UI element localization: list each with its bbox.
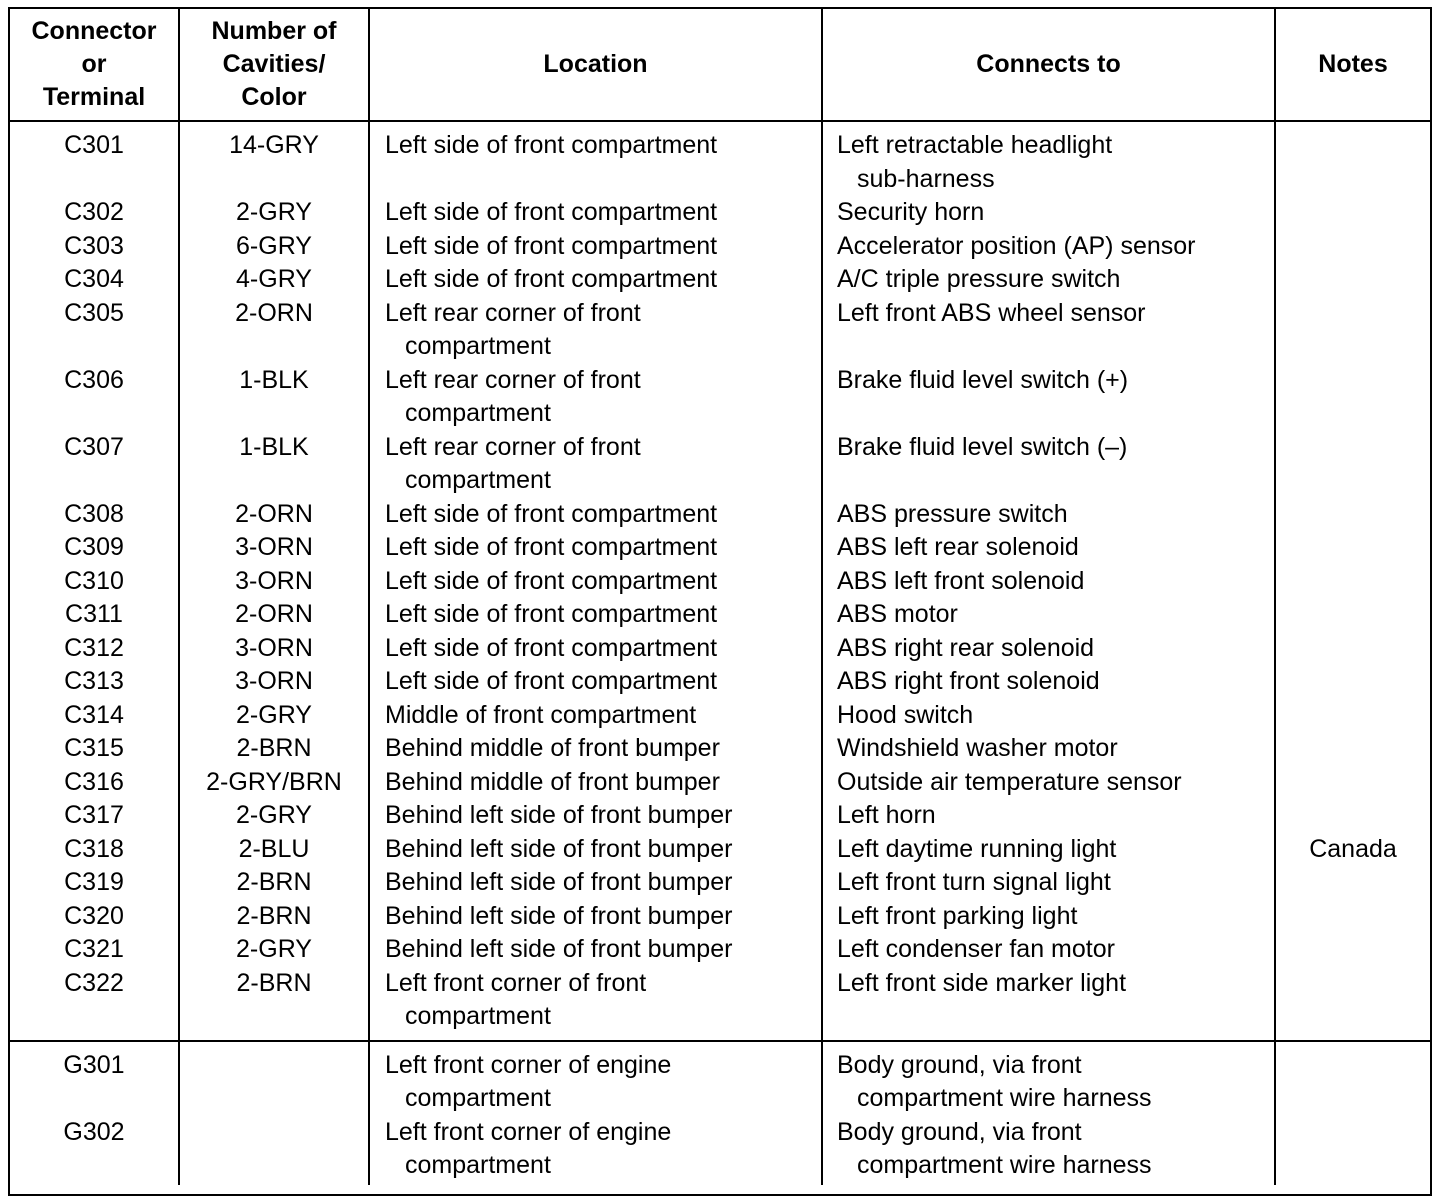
cell-line: Left front turn signal light — [837, 868, 1111, 896]
connector-cell: C315 — [10, 732, 179, 766]
notes-cell — [1275, 900, 1430, 934]
cell-line: Left rear corner of front — [385, 365, 641, 394]
connects-to-cell — [822, 933, 1275, 967]
cell-continuation-line: compartment — [405, 1084, 551, 1112]
cavities-cell: 2-BRN — [179, 967, 369, 1041]
location-cell — [369, 531, 822, 565]
cell-line: Left side of front compartment — [385, 566, 718, 595]
cell-line: Body ground, via front — [837, 1117, 1082, 1146]
connects-to-cell — [822, 565, 1275, 599]
table-row — [10, 498, 1430, 532]
table-row — [10, 900, 1430, 934]
location-cell — [369, 632, 822, 666]
connects-to-cell — [822, 799, 1275, 833]
cavities-cell: 1-BLK — [179, 431, 369, 498]
notes-cell — [1275, 766, 1430, 800]
header-cavities-line-2: Cavities/ — [222, 50, 326, 78]
cell-line: A/C triple pressure switch — [837, 265, 1121, 293]
connects-to-cell — [822, 665, 1275, 699]
connector-cell: G302 — [10, 1116, 179, 1185]
cell-line: Left side of front compartment — [385, 633, 718, 662]
cell-line: Behind left side of front bumper — [385, 834, 733, 863]
notes-cell — [1275, 967, 1430, 1041]
location-cell — [369, 933, 822, 967]
cavities-cell: 4-GRY — [179, 263, 369, 297]
cavities-cell: 3-ORN — [179, 531, 369, 565]
cell-line: Behind middle of front bumper — [385, 767, 720, 796]
connector-cell: C320 — [10, 900, 179, 934]
connects-to-cell — [822, 297, 1275, 364]
cavities-cell — [179, 1041, 369, 1116]
cell-line: Middle of front compartment — [385, 700, 697, 729]
cell-line: Behind left side of front bumper — [385, 935, 733, 963]
cell-line: Outside air temperature sensor — [837, 767, 1182, 796]
connector-cell: G301 — [10, 1041, 179, 1116]
cell-continuation-line: compartment wire harness — [857, 1151, 1152, 1179]
location-cell — [369, 565, 822, 599]
cell-line: Left side of front compartment — [385, 231, 718, 260]
connector-cell: C317 — [10, 799, 179, 833]
connector-cell: C302 — [10, 196, 179, 230]
table-row — [10, 565, 1430, 599]
cell-line: Left daytime running light — [837, 834, 1117, 863]
location-cell — [369, 263, 822, 297]
cavities-cell: 2-BLU — [179, 833, 369, 867]
cell-line: Behind left side of front bumper — [385, 801, 733, 829]
cell-line: Left rear corner of front — [385, 432, 641, 461]
connects-to-cell — [822, 196, 1275, 230]
connector-cell: C307 — [10, 431, 179, 498]
connects-to-cell — [822, 531, 1275, 565]
connects-to-cell — [822, 598, 1275, 632]
location-cell — [369, 967, 822, 1041]
connector-cell: C313 — [10, 665, 179, 699]
cavities-cell: 1-BLK — [179, 364, 369, 431]
notes-cell — [1275, 632, 1430, 666]
notes-cell — [1275, 498, 1430, 532]
table-row — [10, 1041, 1430, 1116]
header-connects-to: Connects to — [822, 9, 1275, 121]
header-location: Location — [369, 9, 822, 121]
cell-continuation-line: sub-harness — [857, 164, 995, 193]
notes-cell — [1275, 531, 1430, 565]
connector-cell: C312 — [10, 632, 179, 666]
header-connector-line-2: or — [81, 50, 107, 78]
connector-cell: C309 — [10, 531, 179, 565]
connector-cell: C310 — [10, 565, 179, 599]
connects-to-cell — [822, 866, 1275, 900]
cell-line: Security horn — [837, 198, 985, 226]
cavities-cell: 2-GRY — [179, 799, 369, 833]
table-row — [10, 263, 1430, 297]
connects-to-cell — [822, 364, 1275, 431]
connector-cell: C308 — [10, 498, 179, 532]
table-row — [10, 1116, 1430, 1185]
notes-cell: Canada — [1309, 834, 1397, 863]
cavities-cell: 2-GRY — [179, 699, 369, 733]
cell-line: Brake fluid level switch (–) — [837, 432, 1128, 461]
table-row — [10, 665, 1430, 699]
table-row — [10, 531, 1430, 565]
cell-line: ABS right rear solenoid — [837, 633, 1095, 662]
header-connector-line-3: Terminal — [42, 83, 146, 111]
cavities-cell: 3-ORN — [179, 632, 369, 666]
notes-cell — [1275, 799, 1430, 833]
cell-line: Left condenser fan motor — [837, 935, 1115, 963]
location-cell — [369, 866, 822, 900]
connects-to-cell — [822, 230, 1275, 264]
header-notes: Notes — [1275, 9, 1430, 121]
cell-line: Left front parking light — [837, 901, 1078, 930]
notes-cell — [1275, 866, 1430, 900]
cavities-cell: 2-GRY — [179, 196, 369, 230]
connector-cell: C316 — [10, 766, 179, 800]
cell-line: Body ground, via front — [837, 1050, 1082, 1079]
location-cell — [369, 431, 822, 498]
cavities-cell: 6-GRY — [179, 230, 369, 264]
cavities-cell: 2-BRN — [179, 732, 369, 766]
location-cell — [369, 900, 822, 934]
table-row — [10, 732, 1430, 766]
table-row — [10, 766, 1430, 800]
table-row — [10, 364, 1430, 431]
cell-line: ABS left rear solenoid — [837, 533, 1079, 561]
cell-line: Behind left side of front bumper — [385, 868, 733, 896]
cell-line: Left side of front compartment — [385, 499, 718, 528]
location-cell — [369, 498, 822, 532]
connects-to-cell — [822, 431, 1275, 498]
cell-line: Left horn — [837, 801, 936, 829]
notes-cell — [1275, 364, 1430, 431]
connects-to-cell — [822, 632, 1275, 666]
cell-line: Brake fluid level switch (+) — [837, 365, 1129, 394]
table-row — [10, 632, 1430, 666]
header-connector-line-1: Connector — [31, 17, 157, 45]
connects-to-cell — [822, 498, 1275, 532]
connector-cell: C314 — [10, 699, 179, 733]
cell-line: Left side of front compartment — [385, 131, 718, 159]
table-row — [10, 799, 1430, 833]
cell-line: Hood switch — [837, 700, 974, 729]
cell-line: Left side of front compartment — [385, 533, 718, 561]
connector-cell: C304 — [10, 263, 179, 297]
cell-line: Left front corner of engine — [385, 1050, 672, 1079]
cell-line: Left side of front compartment — [385, 667, 718, 695]
cavities-cell: 2-GRY/BRN — [179, 766, 369, 800]
cell-line: Left side of front compartment — [385, 600, 718, 628]
connects-to-cell — [822, 121, 1275, 196]
location-cell — [369, 598, 822, 632]
cell-continuation-line: compartment — [405, 332, 551, 360]
location-cell — [369, 121, 822, 196]
cell-line: Left side of front compartment — [385, 265, 718, 293]
connects-to-cell — [822, 833, 1275, 867]
notes-cell — [1275, 431, 1430, 498]
table-body — [10, 121, 1430, 1185]
location-cell — [369, 799, 822, 833]
location-cell — [369, 766, 822, 800]
table-row — [10, 598, 1430, 632]
cell-line: Behind left side of front bumper — [385, 901, 733, 930]
table-row — [10, 866, 1430, 900]
notes-cell — [1275, 665, 1430, 699]
header-cavities — [179, 9, 369, 121]
cell-line: Left retractable headlight — [837, 131, 1113, 159]
cell-continuation-line: compartment — [405, 1151, 551, 1179]
notes-cell — [1275, 196, 1430, 230]
cell-line: Left rear corner of front — [385, 298, 641, 327]
connector-cell: C303 — [10, 230, 179, 264]
notes-cell — [1275, 598, 1430, 632]
cell-line: ABS motor — [837, 600, 958, 628]
table-row — [10, 833, 1430, 867]
cavities-cell — [179, 1116, 369, 1185]
cavities-cell: 2-ORN — [179, 498, 369, 532]
cell-continuation-line: compartment — [405, 466, 551, 494]
notes-cell — [1275, 699, 1430, 733]
location-cell — [369, 732, 822, 766]
location-cell — [369, 833, 822, 867]
cell-line: Accelerator position (AP) sensor — [837, 231, 1196, 260]
connects-to-cell — [822, 263, 1275, 297]
connector-cell: C311 — [10, 598, 179, 632]
header-cavities-line-1: Number of — [211, 17, 337, 45]
cell-line: Left front ABS wheel sensor — [837, 298, 1146, 327]
notes-cell — [1275, 732, 1430, 766]
header-row — [10, 9, 1430, 121]
notes-cell — [1275, 933, 1430, 967]
location-cell — [369, 364, 822, 431]
location-cell — [369, 665, 822, 699]
notes-cell — [1275, 1116, 1430, 1185]
notes-cell — [1275, 565, 1430, 599]
connects-to-cell — [822, 1041, 1275, 1116]
cell-line: ABS pressure switch — [837, 499, 1068, 528]
table-row — [10, 967, 1430, 1041]
connector-cell: C306 — [10, 364, 179, 431]
table-row — [10, 431, 1430, 498]
header-cavities-line-3: Color — [241, 83, 307, 111]
header-connector — [10, 9, 179, 121]
connector-table-sheet — [8, 7, 1432, 1196]
table-row — [10, 230, 1430, 264]
cavities-cell: 14-GRY — [179, 121, 369, 196]
connector-cell: C322 — [10, 967, 179, 1041]
cell-line: ABS right front solenoid — [837, 667, 1100, 695]
connects-to-cell — [822, 1116, 1275, 1185]
connects-to-cell — [822, 732, 1275, 766]
notes-cell — [1275, 297, 1430, 364]
connector-cell: C318 — [10, 833, 179, 867]
cell-line: Left front corner of engine — [385, 1117, 672, 1146]
table-row — [10, 933, 1430, 967]
connects-to-cell — [822, 967, 1275, 1041]
cavities-cell: 2-GRY — [179, 933, 369, 967]
connects-to-cell — [822, 766, 1275, 800]
connector-cell: C319 — [10, 866, 179, 900]
cavities-cell: 3-ORN — [179, 565, 369, 599]
cavities-cell: 2-BRN — [179, 866, 369, 900]
table-row — [10, 699, 1430, 733]
connector-table — [10, 9, 1430, 1185]
table-row — [10, 297, 1430, 364]
connector-cell: C305 — [10, 297, 179, 364]
connector-cell: C321 — [10, 933, 179, 967]
table-row — [10, 196, 1430, 230]
cell-line: Left side of front compartment — [385, 198, 718, 226]
table-row — [10, 121, 1430, 196]
location-cell — [369, 297, 822, 364]
location-cell — [369, 196, 822, 230]
location-cell — [369, 1041, 822, 1116]
connects-to-cell — [822, 699, 1275, 733]
cell-continuation-line: compartment — [405, 1002, 551, 1030]
location-cell — [369, 699, 822, 733]
cell-line: Left front corner of front — [385, 968, 647, 997]
location-cell — [369, 230, 822, 264]
notes-cell — [1275, 230, 1430, 264]
cell-line: Left front side marker light — [837, 968, 1127, 997]
cell-continuation-line: compartment wire harness — [857, 1084, 1152, 1112]
cell-continuation-line: compartment — [405, 399, 551, 427]
cavities-cell: 2-ORN — [179, 598, 369, 632]
cell-line: ABS left front solenoid — [837, 566, 1085, 595]
connects-to-cell — [822, 900, 1275, 934]
notes-cell — [1275, 121, 1430, 196]
location-cell — [369, 1116, 822, 1185]
connector-cell: C301 — [10, 121, 179, 196]
cell-line: Behind middle of front bumper — [385, 734, 720, 762]
cavities-cell: 3-ORN — [179, 665, 369, 699]
cell-line: Windshield washer motor — [837, 734, 1118, 762]
notes-cell — [1275, 1041, 1430, 1116]
cavities-cell: 2-ORN — [179, 297, 369, 364]
cavities-cell: 2-BRN — [179, 900, 369, 934]
notes-cell — [1275, 263, 1430, 297]
